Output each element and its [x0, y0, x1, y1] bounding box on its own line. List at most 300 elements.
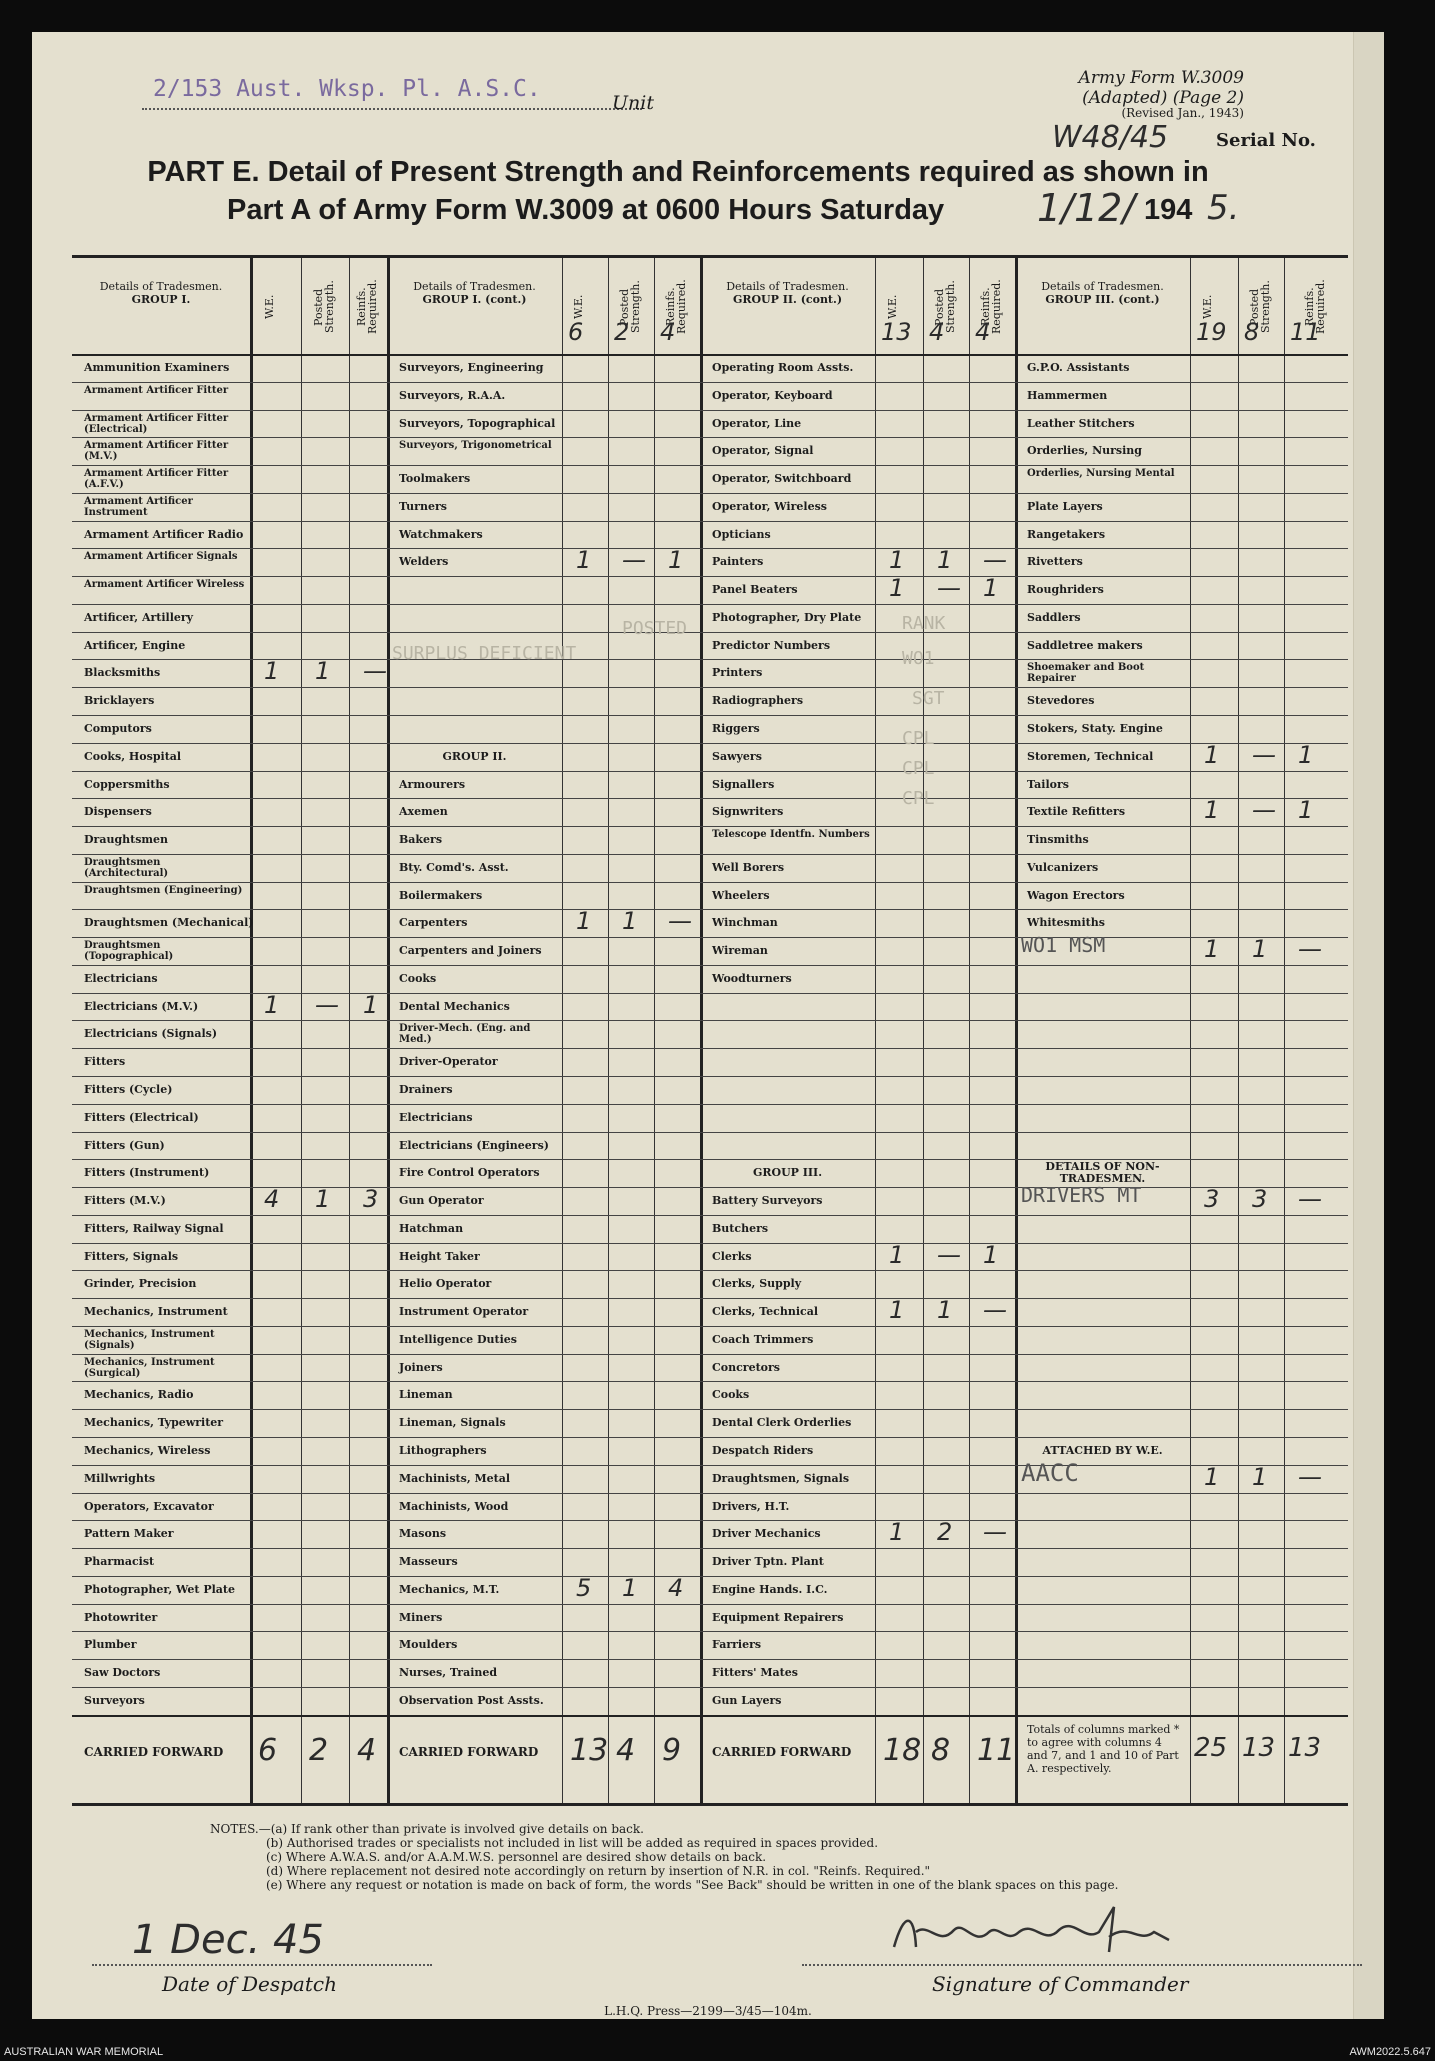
trade-label: Driver-Operator	[399, 1055, 498, 1069]
header-reinfs-required: Reinfs. Required.	[355, 279, 379, 335]
entry-value: —	[315, 990, 339, 1019]
row-rule	[72, 771, 1348, 772]
serial-label: Serial No.	[1216, 130, 1316, 151]
row-rule	[72, 1409, 1348, 1410]
entry-value: 1	[622, 1573, 638, 1602]
trade-label: Painters	[712, 555, 764, 569]
form-identifier	[1079, 68, 1244, 108]
header-we: W.E.	[572, 294, 585, 320]
trade-label: Fitters, Railway Signal	[84, 1221, 224, 1235]
trade-label: Despatch Riders	[712, 1444, 814, 1458]
title-date-handwritten: 1/12/	[1037, 186, 1136, 230]
row-rule	[72, 1520, 1348, 1521]
trade-label: Dental Clerk Orderlies	[712, 1416, 852, 1430]
trade-label: Fitters (Electrical)	[84, 1110, 199, 1124]
header-handwritten-number: 4	[660, 318, 676, 346]
title-year-handwritten: 5.	[1207, 188, 1240, 228]
trade-label: Armament Artificer Instrument	[84, 495, 193, 518]
archive-label-right: AWM2022.5.647	[1349, 2046, 1431, 2058]
row-rule	[72, 576, 1348, 577]
row-rule	[72, 437, 1348, 438]
carried-forward-value: 13	[570, 1732, 609, 1768]
trade-label: Surveyors, Topographical	[399, 416, 556, 430]
trade-label: Fitters, Signals	[84, 1249, 179, 1263]
entry-value: —	[1298, 935, 1322, 964]
trade-label: Plate Layers	[1027, 499, 1103, 513]
trade-label: Artificer, Artillery	[84, 610, 194, 624]
row-rule	[72, 1132, 1348, 1133]
trade-label: Drivers, H.T.	[712, 1499, 790, 1513]
header-details-label: Details of Tradesmen.	[726, 280, 849, 293]
trade-label: Electricians (Engineers)	[399, 1138, 549, 1152]
trade-label: Pattern Maker	[84, 1527, 174, 1541]
trade-label: Bakers	[399, 833, 443, 847]
trade-label: Mechanics, Typewriter	[84, 1416, 224, 1430]
trade-label: Electricians (M.V.)	[84, 999, 199, 1013]
trade-label: Surveyors	[84, 1693, 145, 1707]
trade-label: Armament Artificer Fitter (A.F.V.)	[84, 468, 229, 491]
row-rule	[72, 410, 1348, 411]
entry-value: 1	[1204, 1462, 1220, 1491]
row-rule	[72, 826, 1348, 827]
row-rule	[72, 1465, 1348, 1466]
trade-label: Surveyors, Engineering	[399, 361, 544, 374]
trade-label: Rangetakers	[1027, 527, 1106, 541]
trade-label: Operator, Wireless	[712, 499, 827, 513]
entry-value: 4	[264, 1185, 280, 1214]
note-c: (c) Where A.W.A.S. and/or A.A.M.W.S. personnel are desired show details on back.	[266, 1850, 767, 1864]
trade-label: Fitters	[84, 1055, 126, 1069]
trade-label: Welders	[399, 555, 449, 569]
trade-label: Lineman	[399, 1388, 453, 1402]
trade-label: Stokers, Staty. Engine	[1027, 722, 1163, 735]
row-rule	[72, 909, 1348, 910]
commander-signature	[884, 1902, 1184, 1962]
header-we: W.E.	[886, 294, 899, 320]
ghost-writing: SURPLUS DEFICIENT	[392, 643, 577, 664]
trade-label: Cooks	[399, 971, 437, 985]
carried-forward-value: 6	[258, 1732, 278, 1768]
row-rule	[72, 1687, 1348, 1688]
trade-label: Mechanics, Radio	[84, 1388, 194, 1402]
entry-value: —	[1252, 740, 1276, 769]
title-year-printed: 194	[1144, 194, 1193, 226]
trade-label: Draughtsmen (Topographical)	[84, 940, 174, 963]
trade-label: Draughtsmen (Engineering)	[84, 884, 243, 896]
unit-line	[142, 108, 642, 110]
trade-label: Cooks, Hospital	[84, 749, 182, 763]
trade-label: Armament Artificer Fitter (Electrical)	[84, 412, 229, 435]
header-we: W.E.	[1201, 294, 1214, 320]
trade-label: Predictor Numbers	[712, 638, 831, 652]
entry-value: 3	[1204, 1185, 1220, 1214]
header-details-label: Details of Tradesmen.	[1041, 280, 1164, 293]
row-rule	[72, 1604, 1348, 1605]
group-heading: GROUP II.	[442, 749, 507, 763]
trade-label: Saw Doctors	[84, 1666, 161, 1680]
row-rule	[72, 743, 1348, 744]
trade-label: Boilermakers	[399, 888, 483, 902]
trade-label: Hammermen	[1027, 388, 1108, 402]
row-rule	[72, 1243, 1348, 1244]
trade-label: Wagon Erectors	[1027, 888, 1125, 902]
row-rule	[72, 1437, 1348, 1438]
entry-value: 1	[668, 546, 684, 575]
trade-label: Sawyers	[712, 749, 762, 763]
entry-value: 1	[1204, 935, 1220, 964]
trade-label: Fitters (Instrument)	[84, 1166, 210, 1180]
entry-value: 1	[889, 1518, 905, 1547]
trade-label: Mechanics, Instrument (Surgical)	[84, 1356, 215, 1379]
header-rule	[72, 354, 1348, 356]
title-line-1: PART E. Detail of Present Strength and Reinforcements required as shown in	[147, 156, 1209, 188]
trade-label: Saddletree makers	[1027, 638, 1143, 652]
trade-label: Draughtsmen	[84, 833, 169, 847]
trade-label: Fitters (Cycle)	[84, 1083, 173, 1097]
column-rule	[301, 258, 302, 1803]
trade-label: Nurses, Trained	[399, 1666, 498, 1680]
trade-label: Whitesmiths	[1027, 916, 1105, 930]
trade-label: Tinsmiths	[1027, 833, 1089, 847]
trade-label: Joiners	[399, 1360, 443, 1374]
entry-value: 1	[363, 990, 379, 1019]
column-header-details	[391, 280, 558, 306]
row-rule	[72, 1298, 1348, 1299]
entry-value: 3	[363, 1185, 379, 1214]
trade-label: Leather Stitchers	[1027, 416, 1135, 430]
column-rule	[923, 258, 924, 1803]
trade-label: Fitters (M.V.)	[84, 1194, 166, 1208]
trade-label: Coppersmiths	[84, 777, 170, 791]
trade-label: Operator, Switchboard	[712, 472, 852, 486]
ghost-writing: CPL	[902, 758, 935, 779]
trade-label: Machinists, Wood	[399, 1499, 509, 1513]
row-rule	[72, 493, 1348, 494]
trade-label: Well Borers	[712, 860, 785, 874]
trade-label: Axemen	[399, 805, 448, 819]
paper-edge	[1353, 32, 1384, 2019]
trade-label: Saddlers	[1027, 610, 1081, 624]
trade-label: Coach Trimmers	[712, 1332, 814, 1346]
column-rule	[250, 258, 253, 1803]
trade-label: Armament Artificer Signals	[84, 551, 238, 563]
header-handwritten-number: 6	[568, 318, 584, 346]
entry-value: 1	[937, 546, 953, 575]
header-posted-strength: Posted Strength.	[618, 280, 642, 334]
trade-label: Wheelers	[712, 888, 770, 902]
entry-value: 1	[1204, 740, 1220, 769]
unit-label: Unit	[612, 92, 654, 114]
entry-value: 1	[889, 546, 905, 575]
ghost-writing: RANK	[902, 613, 946, 634]
trade-label: Dental Mechanics	[399, 999, 510, 1013]
entry-value: 1	[1252, 935, 1268, 964]
trade-label: Observation Post Assts.	[399, 1693, 544, 1707]
column-rule	[700, 258, 703, 1803]
trade-label: Bricklayers	[84, 694, 155, 708]
row-rule	[72, 1270, 1348, 1271]
trade-label: Operator, Keyboard	[712, 388, 833, 402]
note-b: (b) Authorised trades or specialists not included in list will be added as required in spaces provided.	[266, 1836, 879, 1850]
entry-value: —	[1252, 796, 1276, 825]
trade-label: Gun Layers	[712, 1693, 782, 1707]
trade-label: Mechanics, M.T.	[399, 1582, 500, 1596]
group-heading: ATTACHED BY W.E.	[1042, 1444, 1163, 1458]
row-rule	[72, 1215, 1348, 1216]
trade-label: Butchers	[712, 1221, 769, 1235]
trade-label: Clerks	[712, 1249, 752, 1263]
trade-label: Pharmacist	[84, 1555, 155, 1569]
entry-value: 1	[889, 1240, 905, 1269]
signature-label: Signature of Commander	[932, 1972, 1189, 1996]
trade-label: Wireman	[712, 944, 768, 958]
column-rule	[875, 258, 876, 1803]
row-rule	[72, 548, 1348, 549]
entry-value: —	[983, 1296, 1007, 1325]
trade-label: Photographer, Wet Plate	[84, 1582, 236, 1596]
form-name: Army Form W.3009	[1078, 68, 1244, 88]
trade-label: Telescope Identfn. Numbers	[712, 829, 870, 841]
form-adapted: (Adapted) (Page 2)	[1082, 88, 1244, 108]
trade-label: Tailors	[1027, 777, 1069, 791]
column-rule	[1284, 258, 1285, 1803]
trade-label: Signwriters	[712, 805, 784, 819]
entry-value: 1	[622, 907, 638, 936]
header-handwritten-number: 8	[1244, 318, 1260, 346]
entry-value: —	[363, 657, 387, 686]
trade-label: Drainers	[399, 1083, 453, 1097]
trade-label: Roughriders	[1027, 583, 1104, 597]
group-heading: DETAILS OF NON-TRADESMEN.	[1045, 1160, 1160, 1186]
carried-forward-value: 13	[1288, 1732, 1322, 1763]
entry-value: 1	[889, 1296, 905, 1325]
trade-label: Farriers	[712, 1638, 762, 1652]
entry-value: —	[622, 546, 646, 575]
ghost-writing: CPL	[902, 788, 935, 809]
header-group-label: GROUP II. (cont.)	[732, 293, 843, 306]
trade-label: Shoemaker and Boot Repairer	[1027, 662, 1145, 685]
header-reinfs-required: Reinfs. Required.	[979, 279, 1003, 335]
trade-label: Electricians	[399, 1110, 473, 1124]
trade-label: Driver-Mech. (Eng. and Med.)	[399, 1023, 531, 1046]
trade-label: Armament Artificer Radio	[84, 527, 244, 541]
note-a: NOTES.—(a) If rank other than private is involved give details on back.	[210, 1822, 644, 1836]
ghost-writing: WO1	[902, 648, 935, 669]
row-rule	[72, 687, 1348, 688]
trade-label: Height Taker	[399, 1249, 480, 1263]
signature-line	[802, 1964, 1362, 1966]
trade-label: Equipment Repairers	[712, 1610, 844, 1624]
trade-label: Lineman, Signals	[399, 1416, 506, 1430]
trade-label: Hatchman	[399, 1221, 464, 1235]
trade-label: Carpenters	[399, 916, 468, 930]
row-rule	[72, 1104, 1348, 1105]
trade-label: Fitters (Gun)	[84, 1138, 165, 1152]
header-reinfs-required: Reinfs. Required.	[1303, 279, 1327, 335]
header-details-label: Details of Tradesmen.	[99, 280, 223, 293]
trade-label: Storemen, Technical	[1027, 749, 1154, 763]
column-rule	[387, 258, 390, 1803]
entry-value: 1	[1298, 796, 1314, 825]
row-rule	[72, 632, 1348, 633]
entry-value: 2	[937, 1518, 953, 1547]
entry-value: 3	[1252, 1185, 1268, 1214]
row-rule	[72, 465, 1348, 466]
entry-value: 1	[576, 907, 592, 936]
row-rule	[72, 854, 1348, 855]
entry-value: —	[983, 546, 1007, 575]
trade-label: Fire Control Operators	[399, 1166, 540, 1180]
trade-label: Miners	[399, 1610, 443, 1624]
column-rule	[969, 258, 970, 1803]
trade-label: Woodturners	[712, 971, 792, 985]
title-line-2: Part A of Army Form W.3009 at 0600 Hours Saturday	[227, 194, 945, 226]
column-rule	[608, 258, 609, 1803]
header-handwritten-number: 4	[975, 318, 991, 346]
trade-label: Driver Tptn. Plant	[712, 1555, 824, 1569]
entry-value: 1	[983, 574, 999, 603]
trade-label: Gun Operator	[399, 1194, 484, 1208]
handwritten-entry-label: AACC	[1021, 1458, 1079, 1487]
entry-value: 1	[937, 1296, 953, 1325]
form-page	[32, 32, 1384, 2019]
trade-label: Signallers	[712, 777, 775, 791]
trade-label: Orderlies, Nursing	[1027, 444, 1142, 458]
row-rule	[72, 1326, 1348, 1327]
handwritten-entry-label: DRIVERS MT	[1021, 1183, 1142, 1208]
trade-label: Lithographers	[399, 1444, 487, 1458]
trade-label: Opticians	[712, 527, 771, 541]
trade-label: Clerks, Supply	[712, 1277, 802, 1291]
carried-forward-value: 4	[357, 1732, 377, 1768]
row-rule	[72, 937, 1348, 938]
carried-forward-value: 4	[616, 1732, 636, 1768]
trade-label: Electricians	[84, 971, 158, 985]
header-reinfs-required: Reinfs. Required.	[664, 279, 688, 335]
handwritten-entry-label: WO1 MSM	[1021, 933, 1106, 958]
despatch-line	[92, 1964, 432, 1966]
trade-label: Operator, Line	[712, 416, 802, 430]
entry-value: 4	[668, 1573, 684, 1602]
column-rule	[1190, 258, 1191, 1803]
entry-value: 1	[1252, 1462, 1268, 1491]
row-rule	[72, 1493, 1348, 1494]
ghost-writing: SGT	[912, 688, 945, 709]
trade-label: Stevedores	[1027, 694, 1095, 708]
trade-label: Radiographers	[712, 694, 804, 708]
entry-value: —	[983, 1518, 1007, 1547]
row-rule	[72, 798, 1348, 799]
header-handwritten-number: 19	[1196, 318, 1227, 346]
trade-label: Intelligence Duties	[399, 1332, 517, 1346]
trade-label: Surveyors, R.A.A.	[399, 388, 506, 402]
entry-value: 5	[576, 1573, 592, 1602]
carried-forward-value: 11	[977, 1732, 1016, 1768]
trade-label: Riggers	[712, 722, 760, 735]
header-group-label: GROUP III. (cont.)	[1045, 293, 1160, 306]
totals-note: Totals of columns marked * to agree with columns 4 and 7, and 1 and 10 of Part A. respectively.	[1027, 1722, 1180, 1775]
row-rule	[72, 1020, 1348, 1021]
ghost-writing: POSTED	[622, 618, 688, 639]
group-heading: GROUP III.	[752, 1166, 823, 1180]
trade-label: Watchmakers	[399, 527, 483, 541]
ghost-writing: CPL	[902, 728, 935, 749]
trade-label: Dispensers	[84, 805, 152, 819]
entry-value: 1	[264, 657, 280, 686]
trade-label: Ammunition Examiners	[84, 361, 230, 374]
trade-label: Operators, Excavator	[84, 1499, 214, 1513]
row-rule	[72, 1548, 1348, 1549]
row-rule	[72, 715, 1348, 716]
row-rule	[72, 604, 1348, 605]
trade-label: Panel Beaters	[712, 583, 798, 597]
trade-label: Instrument Operator	[399, 1305, 529, 1319]
column-rule	[1015, 258, 1018, 1803]
trade-label: Armament Artificer Wireless	[84, 579, 245, 591]
entry-value: —	[937, 1240, 961, 1269]
serial-number-handwritten: W48/45	[1052, 120, 1169, 155]
trade-label: Draughtsmen (Mechanical)	[84, 916, 254, 930]
trade-label: Blacksmiths	[84, 666, 161, 680]
row-rule	[72, 1076, 1348, 1077]
trade-label: Draughtsmen, Signals	[712, 1471, 850, 1485]
archive-label-left: AUSTRALIAN WAR MEMORIAL	[4, 2046, 164, 2058]
column-rule	[349, 258, 350, 1803]
carried-forward-value: 8	[931, 1732, 951, 1768]
trade-label: Engine Hands. I.C.	[712, 1582, 828, 1596]
trade-label: Photographer, Dry Plate	[712, 610, 862, 624]
form-revised: (Revised Jan., 1943)	[1121, 106, 1244, 120]
entry-value: 1	[315, 657, 331, 686]
trade-label: Moulders	[399, 1638, 458, 1652]
trade-label: Cooks	[712, 1388, 750, 1402]
carried-forward-label: CARRIED FORWARD	[84, 1744, 224, 1759]
trade-label: Bty. Comd's. Asst.	[399, 860, 509, 874]
row-rule	[72, 1354, 1348, 1355]
carried-forward-value: 25	[1194, 1732, 1228, 1763]
trade-label: Machinists, Metal	[399, 1471, 511, 1485]
column-rule	[1238, 258, 1239, 1803]
row-rule	[72, 382, 1348, 383]
entry-value: —	[668, 907, 692, 936]
notes-block	[210, 1822, 1310, 1892]
trade-label: Winchman	[712, 916, 778, 930]
carried-forward-value: 9	[662, 1732, 682, 1768]
trade-label: Driver Mechanics	[712, 1527, 821, 1541]
trade-label: Operating Room Assts.	[712, 361, 854, 374]
trade-label: Carpenters and Joiners	[399, 944, 542, 958]
header-handwritten-number: 13	[881, 318, 912, 346]
column-rule	[562, 258, 563, 1803]
trade-label: Surveyors, Trigonometrical	[399, 440, 552, 452]
header-handwritten-number: 11	[1290, 318, 1321, 346]
trade-label: Fitters' Mates	[712, 1666, 798, 1680]
trade-label: G.P.O. Assistants	[1027, 361, 1130, 374]
despatch-label: Date of Despatch	[162, 1972, 337, 1996]
row-rule	[72, 882, 1348, 883]
note-d: (d) Where replacement not desired note accordingly on return by insertion of N.R. in col. "Reinfs. Required."	[266, 1864, 931, 1878]
printer-imprint: L.H.Q. Press—2199—3/45—104m.	[604, 2004, 812, 2018]
row-rule	[72, 1576, 1348, 1577]
row-rule	[72, 965, 1348, 966]
header-group-label: GROUP I.	[131, 293, 191, 306]
trade-label: Plumber	[84, 1638, 137, 1652]
trade-label: Electricians (Signals)	[84, 1027, 218, 1041]
carried-forward-value: 2	[309, 1732, 329, 1768]
trade-label: Masons	[399, 1527, 447, 1541]
strength-table	[72, 255, 1348, 1806]
entry-value: 1	[1298, 740, 1314, 769]
